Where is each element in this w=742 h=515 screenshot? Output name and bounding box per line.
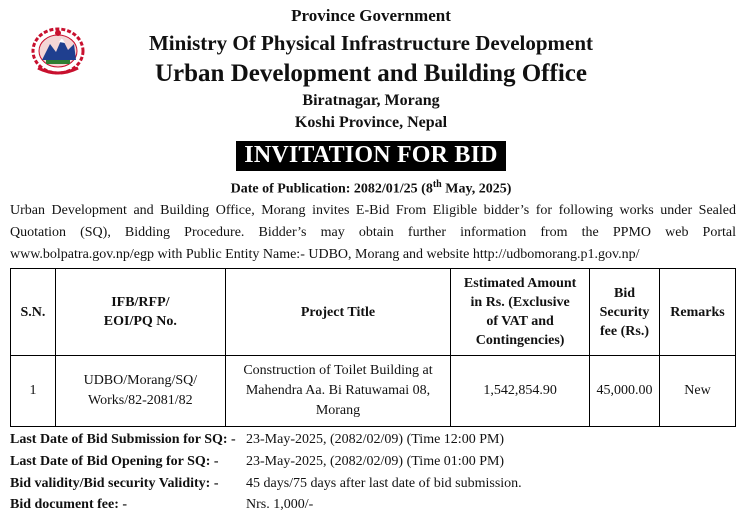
header-estimated-amount: Estimated Amount in Rs. (Exclusive of VAT and Contingencies) [451,269,590,356]
detail-label: Bid document fee: - [10,497,128,512]
detail-label: Bid validity/Bid security Validity: - [10,476,219,491]
bid-table [10,268,736,427]
cell-remarks: New [660,356,736,427]
publication-date: Date of Publication: 2082/01/25 (8th May, 2025) [230,179,512,197]
header-city: Biratnagar, Morang [302,92,440,109]
header-sn: S.N. [11,269,56,356]
detail-value: Nrs. 1,000/- [246,497,314,512]
header-project-title: Project Title [225,269,450,356]
cell-estimated-amount: 1,542,854.90 [451,356,590,427]
header-province: Province Government [291,6,451,25]
header-ministry: Ministry Of Physical Infrastructure Development [148,31,594,55]
header-office: Urban Development and Building Office [155,60,587,87]
detail-value: 23-May-2025, (2082/02/09) (Time 12:00 PM) [246,432,505,447]
cell-sn: 1 [11,356,56,427]
header-bid-security: Bid Security fee (Rs.) [590,269,660,356]
page-title: INVITATION FOR BID [236,141,505,171]
table-header-row [11,269,736,356]
header-ifb: IFB/RFP/ EOI/PQ No. [55,269,225,356]
detail-value: 23-May-2025, (2082/02/09) (Time 01:00 PM) [246,454,505,469]
detail-value: 45 days/75 days after last date of bid submission. [246,476,522,491]
detail-label: Last Date of Bid Opening for SQ: - [10,454,219,469]
header-province-country: Koshi Province, Nepal [294,114,448,131]
cell-ifb: UDBO/Morang/SQ/ Works/82-2081/82 [55,356,225,427]
intro-paragraph: Urban Development and Building Office, Morang invites E-Bid From Eligible bidder’s for following works under Sealed Quotation (SQ), Bidding Procedure. Bidder’s may obtain further information from the PPMO web Portal www.bolpatra.gov.np/egp with Public Entity Name:- UDBO, Morang and website http://udbomorang.p1.gov.np/ [10,203,736,262]
cell-bid-security: 45,000.00 [590,356,660,427]
table-row [11,356,736,427]
cell-project-title: Construction of Toilet Building at Mahendra Aa. Bi Ratuwamai 08, Morang [225,356,450,427]
detail-label: Last Date of Bid Submission for SQ: - [10,432,236,447]
header-remarks: Remarks [660,269,736,356]
